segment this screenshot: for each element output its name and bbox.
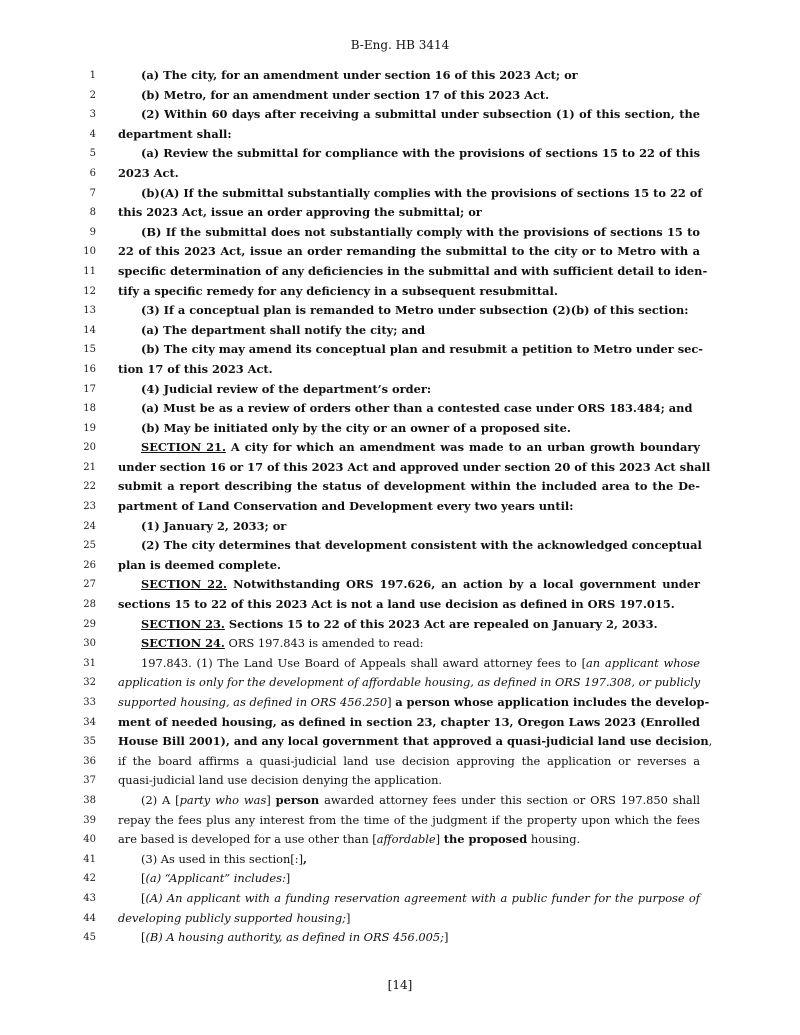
line-text bbox=[141, 340, 704, 360]
line-number: 3 bbox=[89, 109, 96, 121]
line-text bbox=[118, 752, 700, 772]
text-segment: supported housing, as defined in ORS 456.250 bbox=[118, 695, 388, 709]
line-text bbox=[141, 66, 700, 86]
line-number: 7 bbox=[89, 187, 96, 199]
document-line bbox=[0, 125, 800, 145]
document-line bbox=[0, 850, 800, 870]
document-line bbox=[0, 184, 800, 204]
text-segment: (a) Must be as a review of orders other than a contested case under ORS 183.484; and bbox=[141, 401, 693, 416]
line-number: 40 bbox=[83, 834, 96, 846]
section-heading: SECTION 21. bbox=[141, 440, 226, 455]
document-line bbox=[0, 262, 800, 282]
line-text bbox=[141, 850, 700, 870]
document-line bbox=[0, 419, 800, 439]
document-line bbox=[0, 673, 800, 693]
line-text bbox=[118, 458, 711, 478]
line-text bbox=[141, 928, 700, 948]
line-number: 24 bbox=[83, 520, 96, 532]
document-line bbox=[0, 203, 800, 223]
document-line bbox=[0, 105, 800, 125]
line-number: 8 bbox=[89, 207, 96, 219]
document-line bbox=[0, 536, 800, 556]
line-number: 23 bbox=[83, 501, 96, 513]
line-number: 33 bbox=[83, 697, 96, 708]
line-text bbox=[141, 634, 700, 654]
text-segment: are based is developed for a use other than [ bbox=[118, 832, 377, 847]
text-segment: , bbox=[708, 734, 713, 749]
line-text bbox=[118, 477, 700, 497]
document-line bbox=[0, 242, 800, 262]
text-segment: a person whose application includes the develop- bbox=[395, 695, 710, 709]
line-number: 13 bbox=[83, 305, 96, 317]
text-segment: the proposed bbox=[443, 832, 528, 847]
text-segment: department shall: bbox=[118, 126, 232, 141]
document-line bbox=[0, 517, 800, 537]
line-number: 15 bbox=[83, 344, 96, 356]
text-segment: 197.843. (1) The Land Use Board of Appeals shall award attorney fees to [ bbox=[141, 655, 587, 670]
text-segment: , bbox=[303, 851, 307, 866]
text-segment: [ bbox=[141, 930, 146, 945]
text-segment: House Bill 2001), and any local government that approved a quasi-judicial land use decision bbox=[118, 734, 709, 749]
document-line bbox=[0, 634, 800, 654]
text-segment: quasi-judicial land use decision denying the application. bbox=[118, 773, 443, 788]
document-line bbox=[0, 399, 800, 419]
text-segment: (a) “Applicant” includes: bbox=[145, 871, 286, 886]
text-segment: (b)(A) If the submittal substantially complies with the provisions of sections 15 to 22 of bbox=[141, 185, 703, 200]
text-segment: application is only for the development of affordable housing, as defined in ORS 197.308, or publicly bbox=[118, 675, 701, 690]
line-number: 25 bbox=[83, 540, 96, 552]
text-segment: (B) A housing authority, as defined in ORS 456.005; bbox=[145, 930, 444, 945]
text-segment: person bbox=[275, 792, 320, 807]
text-segment: (3) If a conceptual plan is remanded to Metro under subsection (2)(b) of this section: bbox=[141, 303, 689, 318]
text-segment: affordable bbox=[376, 832, 436, 847]
line-text bbox=[118, 360, 700, 380]
text-segment: an applicant whose bbox=[586, 655, 700, 670]
line-text bbox=[141, 869, 700, 889]
text-segment: 22 of this 2023 Act, issue an order remanding the submittal to the city or to Metro with a bbox=[118, 244, 700, 259]
text-segment: (2) A [ bbox=[141, 792, 180, 807]
line-number: 19 bbox=[83, 422, 96, 434]
document-line bbox=[0, 889, 800, 909]
section-heading: SECTION 24. bbox=[141, 636, 225, 651]
text-segment: plan is deemed complete. bbox=[118, 557, 281, 572]
text-segment: party who was bbox=[179, 792, 267, 807]
document-line bbox=[0, 556, 800, 576]
text-segment: ] bbox=[435, 832, 444, 847]
text-segment: partment of Land Conservation and Development every two years until: bbox=[118, 499, 574, 514]
text-segment: ORS 197.843 is amended to read: bbox=[224, 636, 424, 651]
section-heading: SECTION 23. bbox=[141, 616, 225, 631]
line-number: 35 bbox=[83, 736, 96, 748]
line-number: 34 bbox=[83, 716, 96, 728]
text-segment: awarded attorney fees under this section or ORS 197.850 shall bbox=[319, 792, 700, 807]
line-text bbox=[141, 144, 700, 164]
page-header: B-Eng. HB 3414 bbox=[350, 38, 450, 52]
text-segment: tify a specific remedy for any deficiency in a subsequent resubmittal. bbox=[118, 283, 558, 298]
text-segment: if the board affirms a quasi-judicial land use decision approving the application or reverses a bbox=[118, 753, 700, 768]
document-line bbox=[0, 732, 800, 752]
text-segment: (b) May be initiated only by the city or an owner of a proposed site. bbox=[141, 420, 571, 435]
text-segment: this 2023 Act, issue an order approving the submittal; or bbox=[118, 205, 482, 220]
document-line bbox=[0, 164, 800, 184]
line-text bbox=[141, 438, 700, 458]
line-number: 20 bbox=[83, 442, 96, 454]
text-segment: (a) The department shall notify the city; and bbox=[141, 322, 426, 337]
line-number: 6 bbox=[89, 167, 96, 179]
text-segment: (b) The city may amend its conceptual plan and resubmit a petition to Metro under sec- bbox=[141, 342, 704, 357]
line-number: 43 bbox=[83, 892, 96, 904]
line-number: 42 bbox=[83, 873, 96, 885]
document-line bbox=[0, 282, 800, 302]
line-number: 17 bbox=[83, 383, 96, 395]
text-segment: tion 17 of this 2023 Act. bbox=[118, 361, 273, 376]
text-segment: (3) As used in this section[:] bbox=[141, 851, 304, 866]
text-segment: specific determination of any deficiencies in the submittal and with sufficient detail to iden- bbox=[118, 263, 708, 278]
document-line bbox=[0, 811, 800, 831]
document-line bbox=[0, 869, 800, 889]
document-line bbox=[0, 575, 800, 595]
text-segment: ] bbox=[443, 930, 449, 945]
line-number: 27 bbox=[83, 579, 96, 591]
document-line bbox=[0, 928, 800, 948]
line-text bbox=[141, 615, 700, 635]
document-line bbox=[0, 438, 800, 458]
line-number: 4 bbox=[89, 128, 96, 140]
line-text bbox=[141, 419, 700, 439]
document-line bbox=[0, 791, 800, 811]
line-text bbox=[118, 673, 700, 693]
line-number: 10 bbox=[83, 246, 96, 258]
document-line bbox=[0, 615, 800, 635]
line-number: 18 bbox=[83, 403, 96, 415]
text-segment: [ bbox=[141, 871, 146, 886]
line-number: 1 bbox=[89, 70, 96, 81]
line-text bbox=[118, 771, 700, 791]
line-text bbox=[141, 399, 700, 419]
document-line bbox=[0, 301, 800, 321]
line-number: 39 bbox=[83, 814, 96, 826]
document-line bbox=[0, 909, 800, 929]
text-segment: Notwithstanding ORS 197.626, an action by a local government under bbox=[227, 577, 700, 592]
text-segment: developing publicly supported housing; bbox=[118, 910, 346, 925]
line-text bbox=[118, 497, 700, 517]
document-line bbox=[0, 340, 800, 360]
text-segment: ] bbox=[387, 695, 396, 709]
section-heading: SECTION 22. bbox=[141, 577, 228, 592]
text-segment: (b) Metro, for an amendment under section 17 of this 2023 Act. bbox=[141, 87, 550, 102]
line-number: 37 bbox=[83, 775, 96, 787]
line-text bbox=[141, 184, 703, 204]
document-line bbox=[0, 654, 800, 674]
text-segment: (4) Judicial review of the department’s order: bbox=[141, 381, 432, 396]
line-text bbox=[141, 517, 700, 537]
document-line bbox=[0, 477, 800, 497]
text-segment: (A) An applicant with a funding reservation agreement with a public funder for the purpose of bbox=[145, 890, 700, 905]
text-segment: (a) Review the submittal for compliance with the provisions of sections 15 to 22 of this bbox=[141, 146, 700, 161]
line-number: 32 bbox=[83, 677, 96, 689]
document-line bbox=[0, 497, 800, 517]
line-number: 26 bbox=[83, 559, 96, 571]
text-segment: ] bbox=[285, 871, 291, 886]
line-number: 38 bbox=[83, 794, 96, 806]
line-text bbox=[118, 830, 700, 850]
text-segment: sections 15 to 22 of this 2023 Act is not a land use decision as defined in ORS 197.015. bbox=[118, 597, 675, 612]
text-segment: A city for which an amendment was made to an urban growth boundary bbox=[225, 440, 700, 455]
line-text bbox=[118, 732, 713, 752]
line-text bbox=[141, 301, 700, 321]
line-number: 21 bbox=[83, 461, 96, 473]
line-text bbox=[141, 889, 700, 909]
line-number: 45 bbox=[83, 932, 96, 944]
line-text bbox=[118, 203, 700, 223]
document-line bbox=[0, 830, 800, 850]
line-text bbox=[141, 86, 700, 106]
line-text bbox=[141, 791, 700, 811]
document-line bbox=[0, 752, 800, 772]
line-text bbox=[118, 282, 700, 302]
line-number: 11 bbox=[83, 265, 96, 277]
text-segment: repay the fees plus any interest from the time of the judgment if the property upon which the fees bbox=[118, 812, 700, 827]
line-number: 30 bbox=[83, 638, 96, 650]
line-text bbox=[118, 242, 700, 262]
document-line bbox=[0, 595, 800, 615]
text-segment: ] bbox=[345, 910, 351, 925]
line-number: 44 bbox=[83, 912, 96, 924]
document-line bbox=[0, 321, 800, 341]
line-text bbox=[118, 713, 700, 733]
line-text bbox=[118, 164, 700, 184]
document-line bbox=[0, 693, 800, 713]
text-segment: (B) If the submittal does not substantially comply with the provisions of sections 15 to bbox=[141, 224, 700, 239]
line-number: 14 bbox=[83, 324, 96, 336]
document-line bbox=[0, 771, 800, 791]
text-segment: [ bbox=[141, 890, 146, 905]
line-text bbox=[118, 909, 700, 929]
text-segment: 2023 Act. bbox=[118, 165, 179, 180]
document-line bbox=[0, 458, 800, 478]
line-number: 36 bbox=[83, 755, 96, 767]
text-segment: (1) January 2, 2033; or bbox=[141, 518, 287, 533]
line-text bbox=[141, 105, 700, 125]
text-segment: ] bbox=[266, 792, 276, 807]
line-text bbox=[141, 575, 700, 595]
document-line bbox=[0, 223, 800, 243]
text-segment: (2) Within 60 days after receiving a submittal under subsection (1) of this section, the bbox=[141, 107, 700, 122]
line-number: 2 bbox=[89, 89, 96, 101]
document-line bbox=[0, 713, 800, 733]
line-number: 5 bbox=[89, 148, 96, 160]
document-line bbox=[0, 86, 800, 106]
line-text bbox=[141, 654, 700, 674]
line-number: 29 bbox=[83, 618, 96, 630]
text-segment: submit a report describing the status of development within the included area to the De- bbox=[118, 479, 700, 494]
text-segment: Sections 15 to 22 of this 2023 Act are repealed on January 2, 2033. bbox=[224, 616, 658, 631]
text-segment: (a) The city, for an amendment under section 16 of this 2023 Act; or bbox=[141, 68, 578, 82]
text-segment: (2) The city determines that development consistent with the acknowledged conceptual bbox=[141, 538, 702, 553]
line-number: 12 bbox=[83, 285, 96, 297]
line-number: 28 bbox=[83, 599, 96, 611]
document-body bbox=[0, 66, 800, 948]
line-text bbox=[118, 556, 700, 576]
line-number: 16 bbox=[83, 363, 96, 375]
line-number: 9 bbox=[89, 226, 96, 238]
document-line bbox=[0, 360, 800, 380]
line-text bbox=[141, 321, 700, 341]
line-text bbox=[118, 262, 708, 282]
line-number: 41 bbox=[83, 853, 96, 865]
document-line bbox=[0, 144, 800, 164]
text-segment: housing. bbox=[527, 832, 581, 847]
line-text bbox=[118, 693, 710, 713]
line-text bbox=[141, 380, 700, 400]
line-text bbox=[141, 223, 700, 243]
line-number: 31 bbox=[83, 657, 96, 669]
text-segment: ment of needed housing, as defined in section 23, chapter 13, Oregon Laws 2023 (Enrolled bbox=[118, 714, 700, 729]
line-text bbox=[118, 125, 700, 145]
line-text bbox=[118, 811, 700, 831]
document-line bbox=[0, 66, 800, 86]
document-line bbox=[0, 380, 800, 400]
line-text bbox=[141, 536, 700, 556]
line-text bbox=[118, 595, 700, 615]
text-segment: under section 16 or 17 of this 2023 Act and approved under section 20 of this 2023 Act shall bbox=[118, 459, 711, 474]
page-number: [14] bbox=[387, 978, 413, 992]
line-number: 22 bbox=[83, 481, 96, 493]
